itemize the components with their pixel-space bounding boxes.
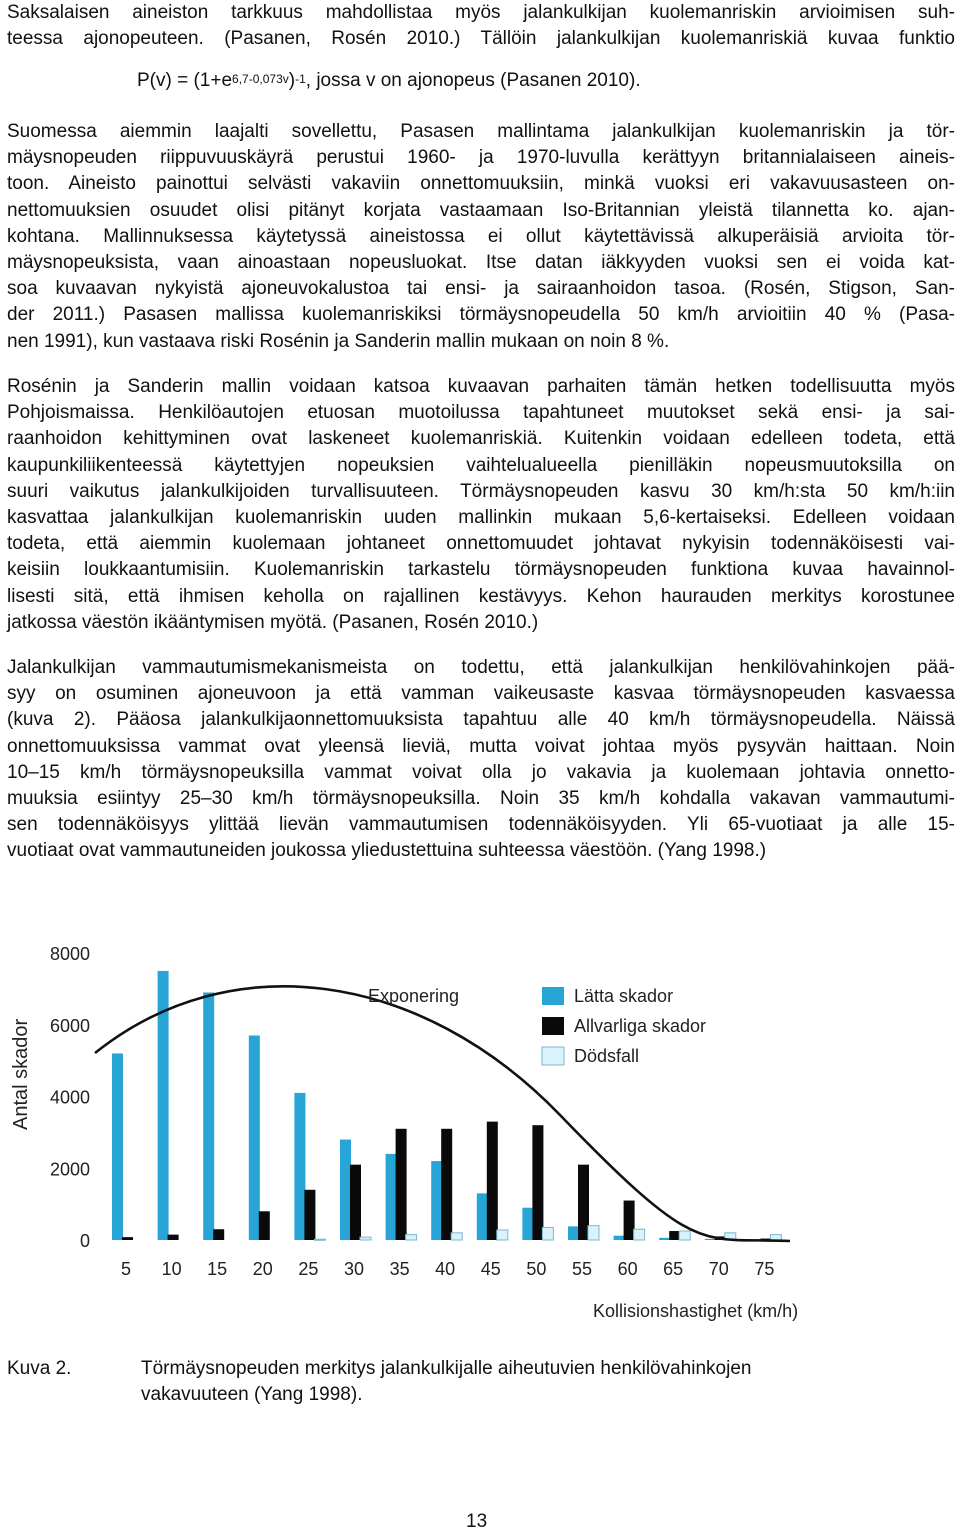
x-tick-label: 30 (343, 1259, 365, 1279)
bar-d-dsfall (634, 1229, 645, 1240)
legend-label: Lätta skador (574, 986, 674, 1006)
text-line: toon. Aineisto painottui selvästi vakaviin onnettomuuksiin, minkä vuoksi eri vakavuusasteen on- (7, 173, 955, 195)
bar-l-tta-skador (294, 1093, 305, 1240)
bar-group (112, 971, 781, 1240)
text-line: Jalankulkijan vammautumismekanismeista on todettu, että jalankulkijan henkilövahinkojen pää- (7, 657, 955, 678)
x-axis-label: Kollisionshastighet (km/h) (593, 1301, 799, 1321)
y-tick-label: 4000 (49, 1087, 90, 1108)
text-line: vuotiaat ovat vammautuneiden joukossa yliedustettuina suhteessa väestöön. (Yang 1998.) (7, 840, 767, 862)
x-tick-label: 65 (663, 1259, 684, 1279)
text-line: Pohjoismaissa. Henkilöautojen etuosan muotoilussa tapahtuneet muutokset sekä ensi- ja sai- (7, 402, 955, 424)
text-line: Rosénin ja Sanderin mallin voidaan katsoa kuvaavan parhaiten tämän hetken todellisuutta myös (7, 376, 955, 397)
y-tick-label: 2000 (49, 1159, 90, 1180)
bar-d-dsfall (588, 1226, 599, 1240)
bar-l-tta-skador (522, 1208, 533, 1240)
legend-label: Dödsfall (574, 1046, 640, 1066)
bar-allvarliga-skador (259, 1211, 270, 1240)
x-tick-label: 25 (298, 1259, 319, 1279)
legend-swatch (542, 1047, 564, 1065)
bar-allvarliga-skador (532, 1125, 543, 1240)
bar-l-tta-skador (477, 1193, 488, 1240)
bar-d-dsfall (770, 1235, 781, 1240)
bar-d-dsfall (406, 1235, 417, 1240)
bar-allvarliga-skador (578, 1165, 589, 1240)
bar-allvarliga-skador (441, 1129, 452, 1240)
bar-allvarliga-skador (624, 1201, 635, 1240)
text-line: soa kuvaavan nykyistä ajoneuvokalustoa tai ensi- ja sairaanhoidon tasoa. (Rosén, Stigson, San- (7, 278, 955, 300)
bar-l-tta-skador (431, 1161, 442, 1240)
bar-allvarliga-skador (213, 1229, 224, 1240)
risk-formula (137, 68, 641, 95)
x-tick-label: 35 (389, 1259, 410, 1279)
exposure-label: Exponering (368, 986, 460, 1006)
y-axis-label: Antal skador (10, 1018, 32, 1130)
x-tick-label: 20 (252, 1259, 273, 1279)
text-line: kohtana. Mallinnuksessa käytetyssä aineistossa ei ollut käytettävissä alkuperäisiä arvioita tör- (7, 225, 955, 247)
legend-label: Allvarliga skador (574, 1016, 707, 1036)
bar-l-tta-skador (249, 1036, 260, 1240)
bar-allvarliga-skador (304, 1190, 315, 1240)
text-line: teessa ajonopeuteen. (Pasanen, Rosén 2010.) Tällöin jalankulkijan kuolemanriskiä kuvaa funktio (7, 28, 955, 50)
formula-lhs: P(v) = (1+e (137, 70, 233, 91)
x-tick-label: 10 (161, 1259, 182, 1279)
bar-l-tta-skador (705, 1239, 716, 1240)
chart-legend (542, 986, 706, 1066)
injury-severity-chart (0, 925, 960, 1335)
text-line: raanhoidon kehittyminen ovat laskeneet kuolemanriskiä. Kuitenkin voidaan edelleen todeta, että (7, 428, 955, 450)
text-line: kaupunkiliikenteessä käytettyjen nopeuksien vaihtelualueella pienilläkin nopeusmuutoksilla on (7, 454, 955, 476)
legend-swatch (542, 1017, 564, 1035)
x-tick-label: 50 (526, 1259, 547, 1279)
bar-allvarliga-skador (350, 1165, 361, 1240)
x-tick-label: 45 (480, 1259, 501, 1279)
bar-l-tta-skador (659, 1238, 670, 1240)
text-line: der 2011.) Pasasen mallissa kuolemanriskiksi törmäysnopeudella 50 km/h arvioitiin 40 % (Pasa- (7, 304, 955, 326)
bar-l-tta-skador (614, 1236, 625, 1240)
bar-l-tta-skador (203, 992, 214, 1240)
intro-paragraph (7, 0, 955, 52)
caption-line: Törmäysnopeuden merkitys jalankulkijalle aiheutuvien henkilövahinkojen (141, 1358, 752, 1379)
bar-l-tta-skador (386, 1154, 397, 1240)
y-axis-ticks (50, 944, 90, 1251)
bar-l-tta-skador (112, 1053, 123, 1240)
text-line: muuksia esiintyy 25–30 km/h törmäysnopeuksilla. Noin 35 km/h kohdalla vakavan vammautumi- (7, 788, 955, 810)
formula-exponent: 6,7-0,073v (232, 72, 289, 86)
x-tick-label: 60 (617, 1259, 638, 1279)
y-tick-label: 8000 (49, 944, 90, 964)
x-tick-label: 40 (435, 1259, 456, 1279)
text-line: kasvattaa jalankulkijan kuolemanriskin uuden mallinkin mukaan 5,6-kertaiseksi. Edelleen voidaan (7, 507, 955, 529)
bar-allvarliga-skador (487, 1122, 498, 1240)
text-line: suuri vaikutus jalankulkijoiden turvallisuuteen. Törmäysnopeuden kasvu 30 km/h:sta 50 km/h:iin (7, 480, 955, 502)
paragraph-3 (7, 655, 955, 865)
figure-caption-text (141, 1356, 941, 1408)
bar-allvarliga-skador (396, 1129, 407, 1240)
bar-allvarliga-skador (669, 1231, 680, 1240)
bar-l-tta-skador (340, 1140, 351, 1240)
bar-l-tta-skador (568, 1226, 579, 1240)
paragraph-2 (7, 374, 955, 636)
y-tick-label: 6000 (49, 1015, 90, 1036)
page-number: 13 (466, 1511, 488, 1532)
paragraph-1 (7, 119, 955, 355)
text-line: nen 1991), kun vastaava riski Rosénin ja Sanderin mallin mukaan on noin 8 %. (7, 330, 670, 352)
x-tick-label: 5 (120, 1259, 132, 1279)
text-line: Suomessa aiemmin laajalti sovellettu, Pasasen mallintama jalankulkijan kuolemanriskin ja tör- (7, 121, 955, 142)
bar-d-dsfall (314, 1239, 325, 1240)
text-line: todeta, että aiemmin kuolemaan johtaneet onnettomuudet johtavat nykyisin todennäköisesti vai- (7, 533, 955, 555)
bar-d-dsfall (542, 1227, 553, 1240)
text-line: onnettomuuksissa vammat ovat yleensä lieviä, mutta voivat johtaa myös pysyvän haittaan. Noin (7, 735, 955, 757)
formula-power: -1 (295, 72, 306, 86)
x-tick-label: 75 (754, 1259, 775, 1279)
text-line: syy on osuminen ajoneuvoon ja että vamman vaikeusaste kasvaa törmäysnopeuden kasvaessa (7, 683, 955, 705)
text-line: lisesti sitä, että ihmisen keholla on rajallinen kestävyys. Kehon haurauden merkitys korostunee (7, 585, 955, 607)
x-tick-label: 15 (207, 1259, 228, 1279)
text-line: nettomuuksien osuudet olisi pitänyt korjata vastaamaan Iso-Britannian yleistä tilannetta ko. ajan- (7, 199, 955, 221)
bar-d-dsfall (679, 1231, 690, 1240)
text-line: mäysnopeuden riippuvuuskäyrä perustui 1960- ja 1970-luvulla kerättyyn britannialaiseen aineis- (7, 147, 955, 169)
formula-rest: , jossa v on ajonopeus (Pasanen 2010). (305, 70, 641, 91)
x-axis-tick-labels (121, 1259, 774, 1279)
text-line: 10–15 km/h törmäysnopeuksilla vammat voivat olla jo vakavia ja kuolemaan johtavia onnetto- (7, 761, 955, 783)
bar-d-dsfall (451, 1233, 462, 1240)
figure-caption-label: Kuva 2. (7, 1358, 72, 1379)
text-line: jatkossa väestön ikääntymisen myötä. (Pasanen, Rosén 2010.) (7, 611, 539, 633)
text-line: Saksalaisen aineiston tarkkuus mahdollistaa myös jalankulkijan kuolemanriskin arvioimisen suh- (7, 2, 955, 23)
caption-line: vakavuuteen (Yang 1998). (141, 1384, 363, 1405)
bar-allvarliga-skador (122, 1237, 133, 1240)
bar-allvarliga-skador (168, 1235, 179, 1240)
legend-swatch (542, 987, 564, 1005)
bar-d-dsfall (497, 1230, 508, 1240)
x-tick-label: 55 (571, 1259, 593, 1279)
y-tick-label: 0 (79, 1231, 90, 1251)
text-line: (kuva 2). Pääosa jalankulkijaonnettomuuksista tapahtuu alle 40 km/h törmäysnopeudella. Näissä (7, 709, 955, 731)
formula-close: ) (288, 70, 296, 91)
text-line: mäysnopeuksista, vaan ainoastaan nopeusluokat. Itse datan iäkkyyden vuoksi sen ei voida kat- (7, 252, 955, 274)
text-line: keisiin loukkaantumisiin. Kuolemanriskin tarkastelu törmäysnopeuden funktiona kuvaa havainnol- (7, 559, 955, 581)
bar-d-dsfall (360, 1237, 371, 1240)
text-line: sen todennäköisyys ylittää lievän vammautumisen todennäköisyyden. Yli 65-vuotiaat ja alle 15- (7, 814, 955, 836)
x-tick-label: 70 (708, 1259, 729, 1279)
